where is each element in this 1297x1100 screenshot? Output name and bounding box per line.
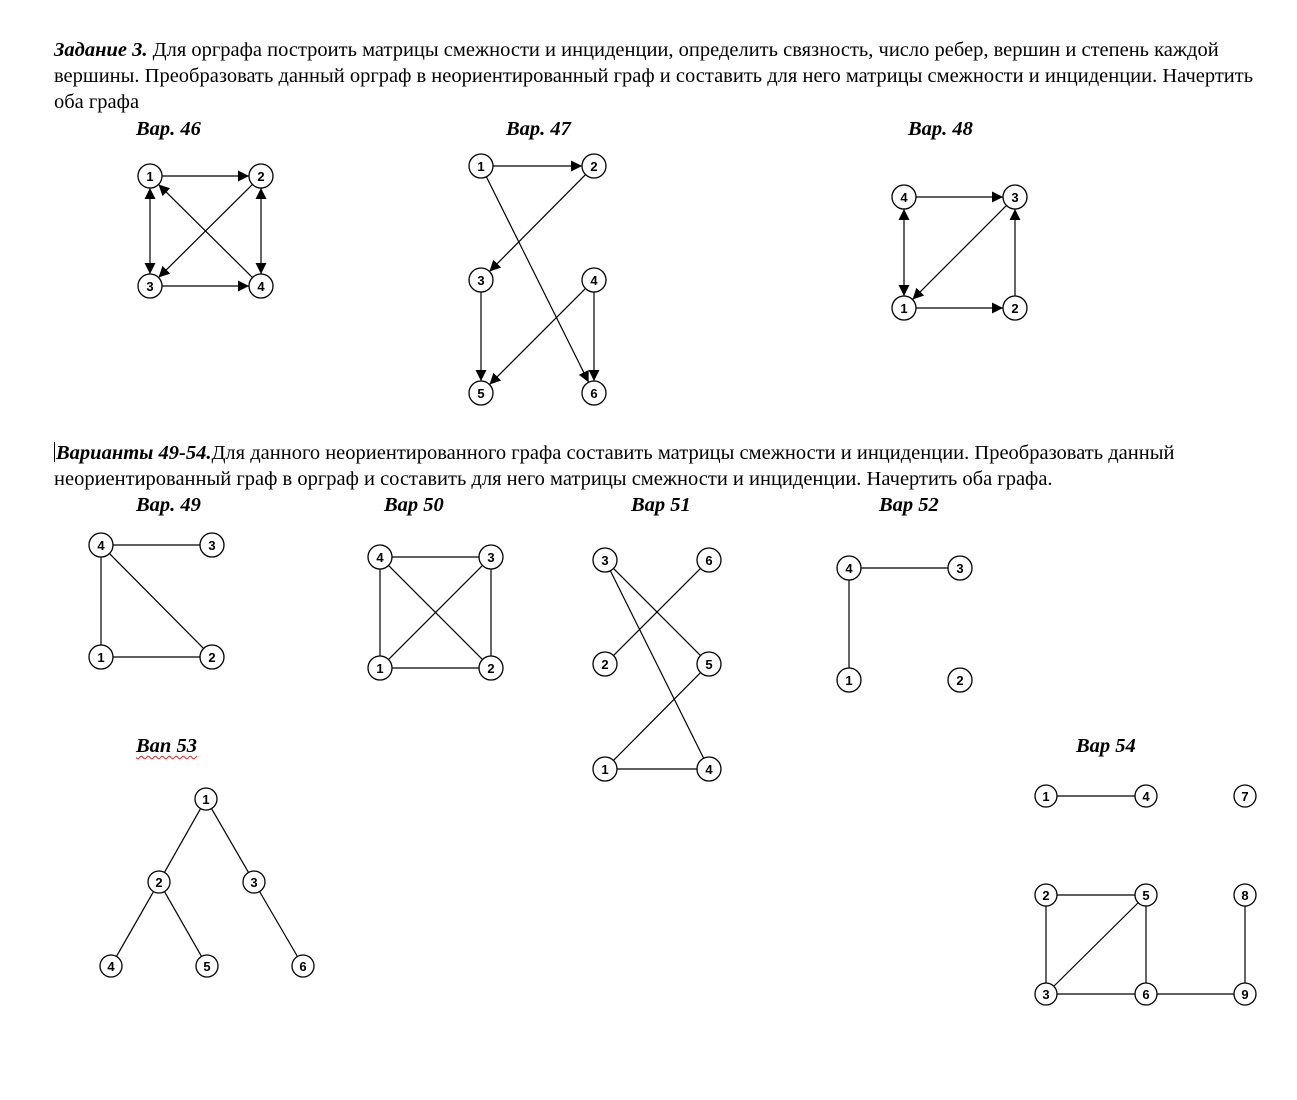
- variant-54-label: Вар 54: [1076, 735, 1136, 757]
- edge-3-6: [260, 892, 298, 957]
- node-label: 3: [487, 550, 495, 565]
- node-3: [469, 268, 493, 292]
- task-3-title: Задание 3.: [54, 39, 148, 61]
- node-8: [1234, 884, 1256, 906]
- node-label: 2: [1042, 888, 1050, 903]
- node-label: 8: [1241, 888, 1249, 903]
- node-2: [249, 164, 273, 188]
- node-4: [368, 545, 392, 569]
- node-1: [138, 164, 162, 188]
- node-label: 2: [487, 661, 495, 676]
- node-7: [1234, 785, 1256, 807]
- graph-v53: [100, 788, 314, 977]
- variant-48-label: Вар. 48: [908, 118, 973, 140]
- variants-49-54-title: Варианты 49-54.: [56, 442, 212, 464]
- edge-5-1: [613, 673, 700, 761]
- node-4: [582, 268, 606, 292]
- edge-4-2: [109, 554, 203, 649]
- edge-2-4: [116, 892, 153, 957]
- node-3: [200, 533, 224, 557]
- node-label: 1: [376, 661, 384, 676]
- node-3: [243, 871, 265, 893]
- graph-v54: [1035, 785, 1256, 1005]
- node-2: [148, 871, 170, 893]
- graph-v51: [593, 548, 721, 781]
- node-9: [1234, 983, 1256, 1005]
- node-6: [582, 381, 606, 405]
- node-label: 4: [257, 279, 265, 294]
- node-4: [100, 955, 122, 977]
- task-3-text: Для орграфа построить матрицы смежности и инциденции, определить связность, число ребер, вершин и степень каждой вершины. Преобразовать данный орграф в неориентированный граф и составить для него матрицы смежности и инциденции. Начертить оба графа: [54, 39, 1254, 113]
- node-label: 1: [900, 301, 908, 316]
- node-label: 5: [477, 386, 485, 401]
- node-label: 2: [208, 650, 216, 665]
- node-label: 6: [299, 959, 307, 974]
- node-5: [469, 381, 493, 405]
- node-label: 2: [257, 169, 265, 184]
- node-1: [195, 788, 217, 810]
- node-label: 4: [107, 959, 115, 974]
- node-label: 5: [203, 959, 211, 974]
- node-label: 3: [1042, 987, 1050, 1002]
- node-label: 1: [477, 159, 485, 174]
- node-4: [837, 556, 861, 580]
- variant-53-label: Вап 53: [136, 735, 197, 757]
- node-label: 5: [1142, 888, 1150, 903]
- node-label: 6: [1142, 987, 1150, 1002]
- edge-3-1: [912, 205, 1006, 299]
- graph-v47: [469, 154, 606, 405]
- node-6: [1135, 983, 1157, 1005]
- node-6: [292, 955, 314, 977]
- edge-4-5: [489, 288, 585, 384]
- node-4: [1135, 785, 1157, 807]
- variant-51-label: Вар 51: [631, 494, 691, 516]
- edge-1-6: [486, 177, 588, 383]
- node-4: [249, 274, 273, 298]
- node-label: 3: [956, 561, 964, 576]
- variant-47-label: Вар. 47: [506, 118, 571, 140]
- node-5: [1135, 884, 1157, 906]
- node-label: 4: [900, 190, 908, 205]
- edge-2-3: [489, 175, 585, 272]
- node-2: [200, 645, 224, 669]
- node-5: [196, 955, 218, 977]
- node-label: 7: [1241, 789, 1249, 804]
- node-3: [1035, 983, 1057, 1005]
- node-1: [89, 645, 113, 669]
- node-3: [479, 545, 503, 569]
- node-label: 3: [477, 273, 485, 288]
- node-label: 1: [146, 169, 154, 184]
- graph-v52: [837, 556, 972, 692]
- edge-2-5: [164, 892, 201, 957]
- node-3: [948, 556, 972, 580]
- node-3: [138, 274, 162, 298]
- node-label: 4: [97, 538, 105, 553]
- node-2: [593, 652, 617, 676]
- node-label: 2: [155, 875, 163, 890]
- node-5: [697, 652, 721, 676]
- graph-v48: [892, 185, 1027, 320]
- node-label: 1: [1042, 789, 1050, 804]
- variant-52-label: Вар 52: [879, 494, 939, 516]
- node-label: 2: [1011, 301, 1019, 316]
- node-label: 4: [705, 762, 713, 777]
- node-label: 3: [1011, 190, 1019, 205]
- variant-50-label: Вар 50: [384, 494, 444, 516]
- node-label: 1: [845, 673, 853, 688]
- node-label: 1: [97, 650, 105, 665]
- node-label: 3: [146, 279, 154, 294]
- variants-49-54-text: Для данного неориентированного графа составить матрицы смежности и инциденции. Преобразовать данный неориентированный граф в орграф и составить для него матрицы смежности и инциденции. Начертить оба графа.: [54, 442, 1175, 490]
- node-2: [948, 668, 972, 692]
- node-label: 1: [601, 762, 609, 777]
- node-2: [1003, 296, 1027, 320]
- edge-1-3: [212, 809, 249, 873]
- node-label: 1: [202, 792, 210, 807]
- edge-1-2: [164, 809, 200, 873]
- node-2: [1035, 884, 1057, 906]
- node-label: 4: [845, 561, 853, 576]
- node-label: 5: [705, 657, 713, 672]
- node-label: 9: [1241, 987, 1249, 1002]
- node-6: [697, 548, 721, 572]
- node-1: [1035, 785, 1057, 807]
- node-1: [368, 656, 392, 680]
- node-1: [593, 757, 617, 781]
- graph-v50: [368, 545, 503, 680]
- node-3: [593, 548, 617, 572]
- node-label: 3: [601, 553, 609, 568]
- node-1: [892, 296, 916, 320]
- node-label: 3: [250, 875, 258, 890]
- node-label: 4: [590, 273, 598, 288]
- node-4: [892, 185, 916, 209]
- node-label: 2: [601, 657, 609, 672]
- node-label: 6: [705, 553, 713, 568]
- node-label: 6: [590, 386, 598, 401]
- node-label: 2: [590, 159, 598, 174]
- graph-v46: [138, 164, 273, 298]
- node-3: [1003, 185, 1027, 209]
- node-4: [89, 533, 113, 557]
- node-label: 4: [1142, 789, 1150, 804]
- node-2: [582, 154, 606, 178]
- node-1: [837, 668, 861, 692]
- edge-5-3: [1054, 903, 1138, 987]
- variant-49-label: Вар. 49: [136, 494, 201, 516]
- graph-v49: [89, 533, 224, 669]
- node-4: [697, 757, 721, 781]
- node-1: [469, 154, 493, 178]
- node-label: 2: [956, 673, 964, 688]
- node-label: 4: [376, 550, 384, 565]
- edge-3-4: [610, 571, 703, 759]
- variant-46-label: Вар. 46: [136, 118, 201, 140]
- node-2: [479, 656, 503, 680]
- node-label: 3: [208, 538, 216, 553]
